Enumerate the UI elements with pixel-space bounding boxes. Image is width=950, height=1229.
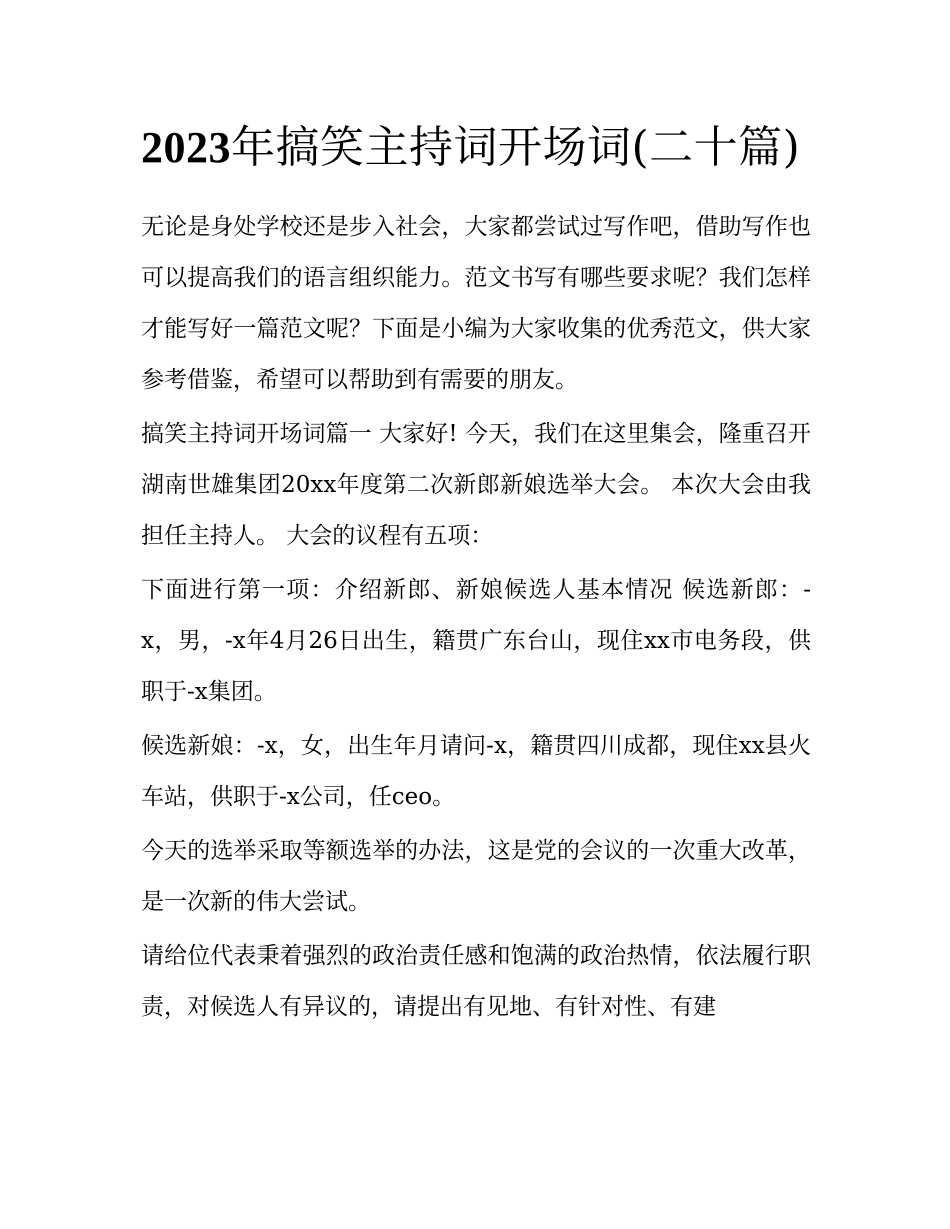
- title-text: 年搞笑主持词开场词(二十篇): [231, 122, 801, 173]
- title-year: 2023: [141, 123, 231, 172]
- document-title: [141, 110, 811, 186]
- paragraph-intro: 无论是身处学校还是步入社会，大家都尝试过写作吧，借助写作也可以提高我们的语言组织能力。范文书写有哪些要求呢？我们怎样才能写好一篇范文呢？下面是小编为大家收集的优秀范文，供大家参考借鉴，希望可以帮助到有需要的朋友。: [141, 214, 811, 393]
- paragraph-groom: 下面进行第一项：介绍新郎、新娘候选人基本情况 候选新郎：-x，男，-x年4月26日出生，籍贯广东台山，现住xx市电务段，供职于-x集团。: [141, 577, 811, 705]
- paragraph-request: 请给位代表秉着强烈的政治责任感和饱满的政治热情，依法履行职责，对候选人有异议的，请提出有见地、有针对性、有建: [141, 943, 811, 1020]
- paragraph-opening: 搞笑主持词开场词篇一 大家好! 今天，我们在这里集会，隆重召开湖南世雄集团20xx年度第二次新郎新娘选举大会。 本次大会由我担任主持人。 大会的议程有五项：: [141, 421, 811, 549]
- paragraph-election: 今天的选举采取等额选举的办法，这是党的会议的一次重大改革，是一次新的伟大尝试。: [141, 838, 811, 915]
- paragraph-bride: 候选新娘：-x，女，出生年月请问-x，籍贯四川成都，现住xx县火车站，供职于-x公司，任ceo。: [141, 733, 811, 810]
- document-body: [141, 110, 811, 1036]
